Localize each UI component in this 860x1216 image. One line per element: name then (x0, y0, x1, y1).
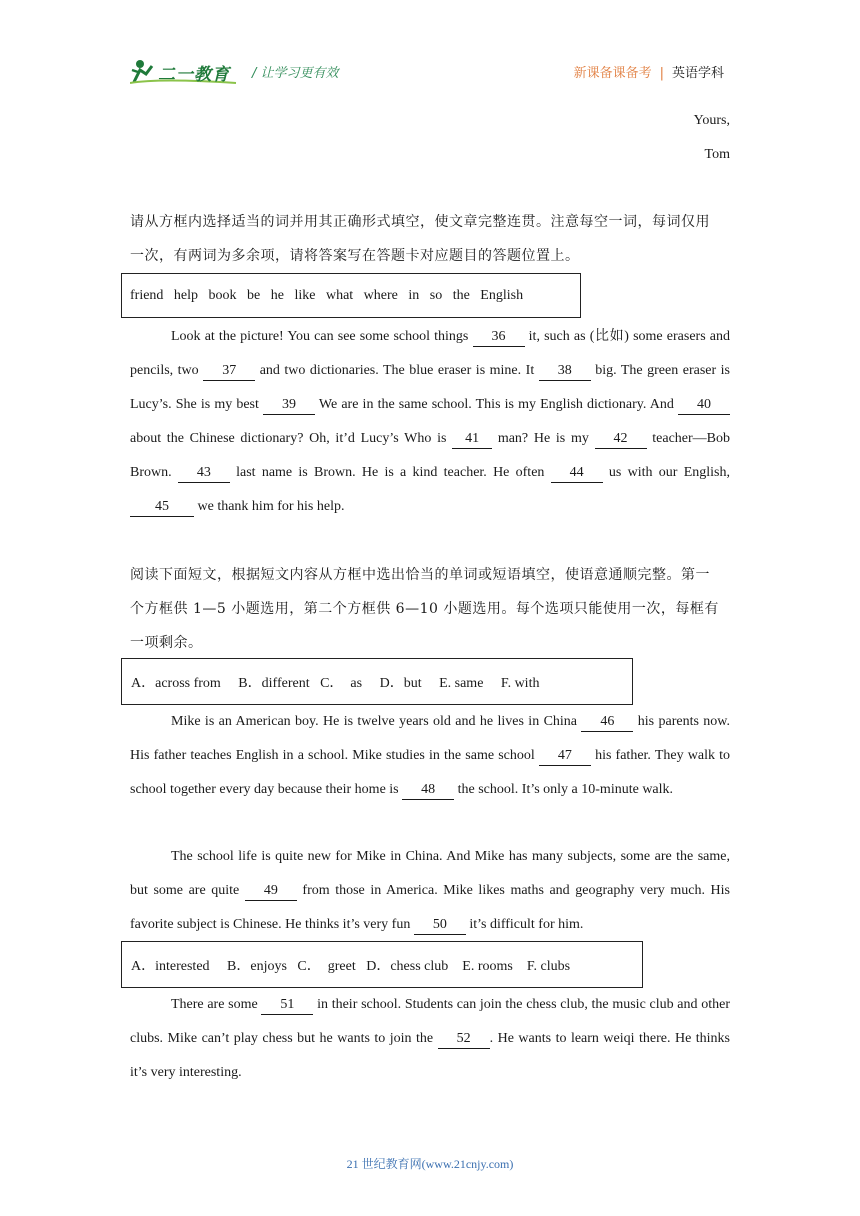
closing-yours: Yours, (693, 113, 730, 128)
blank-44[interactable]: 44 (551, 464, 603, 483)
blank-42[interactable]: 42 (595, 430, 647, 449)
blank-37[interactable]: 37 (203, 362, 255, 381)
page-header (130, 56, 730, 90)
blank-51[interactable]: 51 (261, 996, 313, 1015)
q2-paragraph-3: There are some 51 in their school. Students can join the chess club, the music club and other clubs. Mike can’t play chess but he wants to join the 52 . He wants to learn weiqi there. He thinks it’s very interesting. (130, 997, 730, 1080)
q2-instruction: 阅读下面短文，根据短文内容从方框中选出恰当的单词或短语填空，使语意通顺完整。第一 个方框供 1—5 小题选用，第二个方框供 6—10 小题选用。每个选项只能使用一次，每框有 一项剩余。 (130, 567, 719, 651)
blank-46[interactable]: 46 (581, 713, 633, 732)
blank-41[interactable]: 41 (452, 430, 492, 449)
blank-40[interactable]: 40 (678, 396, 730, 415)
blank-39[interactable]: 39 (263, 396, 315, 415)
blank-47[interactable]: 47 (539, 747, 591, 766)
q1-passage: Look at the picture! You can see some school things 36 it, such as (比如) some erasers and pencils, two 37 and two dictionaries. The blue eraser is mine. It 38 big. The green eraser is Lucy’s. She is my best 39 We are in the same school. This is my English dictionary. And 40 about the Chinese dictionary? Oh, it’d Lucy’s Who is 41 man? He is my 42 teacher—Bob Brown. 43 last name is Brown. He is a kind teacher. He often 44 us with our English, 45 we thank him for his help. (130, 320, 730, 524)
option-box-2: A．interested B．enjoys C． greet D．chess club E. rooms F. clubs (121, 941, 643, 988)
blank-49[interactable]: 49 (245, 882, 297, 901)
q1-instruction: 请从方框内选择适当的词并用其正确形式填空，使文章完整连贯。注意每空一词，每词仅用 一次，有两词为多余项，请将答案写在答题卡对应题目的答题位置上。 (130, 214, 710, 264)
blank-45[interactable]: 45 (130, 498, 194, 517)
blank-43[interactable]: 43 (178, 464, 230, 483)
blank-48[interactable]: 48 (402, 781, 454, 800)
subject-label: 英语学科 (671, 66, 724, 81)
blank-38[interactable]: 38 (539, 362, 591, 381)
word-box-1: friend help book be he like what where in so the English (121, 273, 581, 318)
slogan: / 让学习更有效 (252, 66, 339, 81)
blank-50[interactable]: 50 (414, 916, 466, 935)
q2-paragraph-1: Mike is an American boy. He is twelve years old and he lives in China 46 his parents now. His father teaches English in a school. Mike studies in the same school 47 his father. They walk to school together every day because their home is 48 the school. It’s only a 10-minute walk. (130, 705, 730, 807)
closing-name: Tom (704, 147, 730, 162)
brand-name: 二一教育 (158, 65, 230, 85)
blank-36[interactable]: 36 (473, 328, 525, 347)
blank-52[interactable]: 52 (438, 1030, 490, 1049)
section-label: 新课备课备考 (573, 66, 652, 81)
page-footer[interactable]: 21 世纪教育网(www.21cnjy.com) (346, 1157, 514, 1171)
q2-paragraph-2: The school life is quite new for Mike in China. And Mike has many subjects, some are the same, but some are quite 49 from those in America. Mike likes maths and geography very much. His favorite subject is Chinese. He thinks it’s very fun 50 it’s difficult for him. (130, 840, 730, 942)
header-section: 新课备课备考 | 英语学科 (573, 66, 724, 81)
option-box-1: A．across from B．different C． as D．but E. same F. with (121, 658, 633, 705)
